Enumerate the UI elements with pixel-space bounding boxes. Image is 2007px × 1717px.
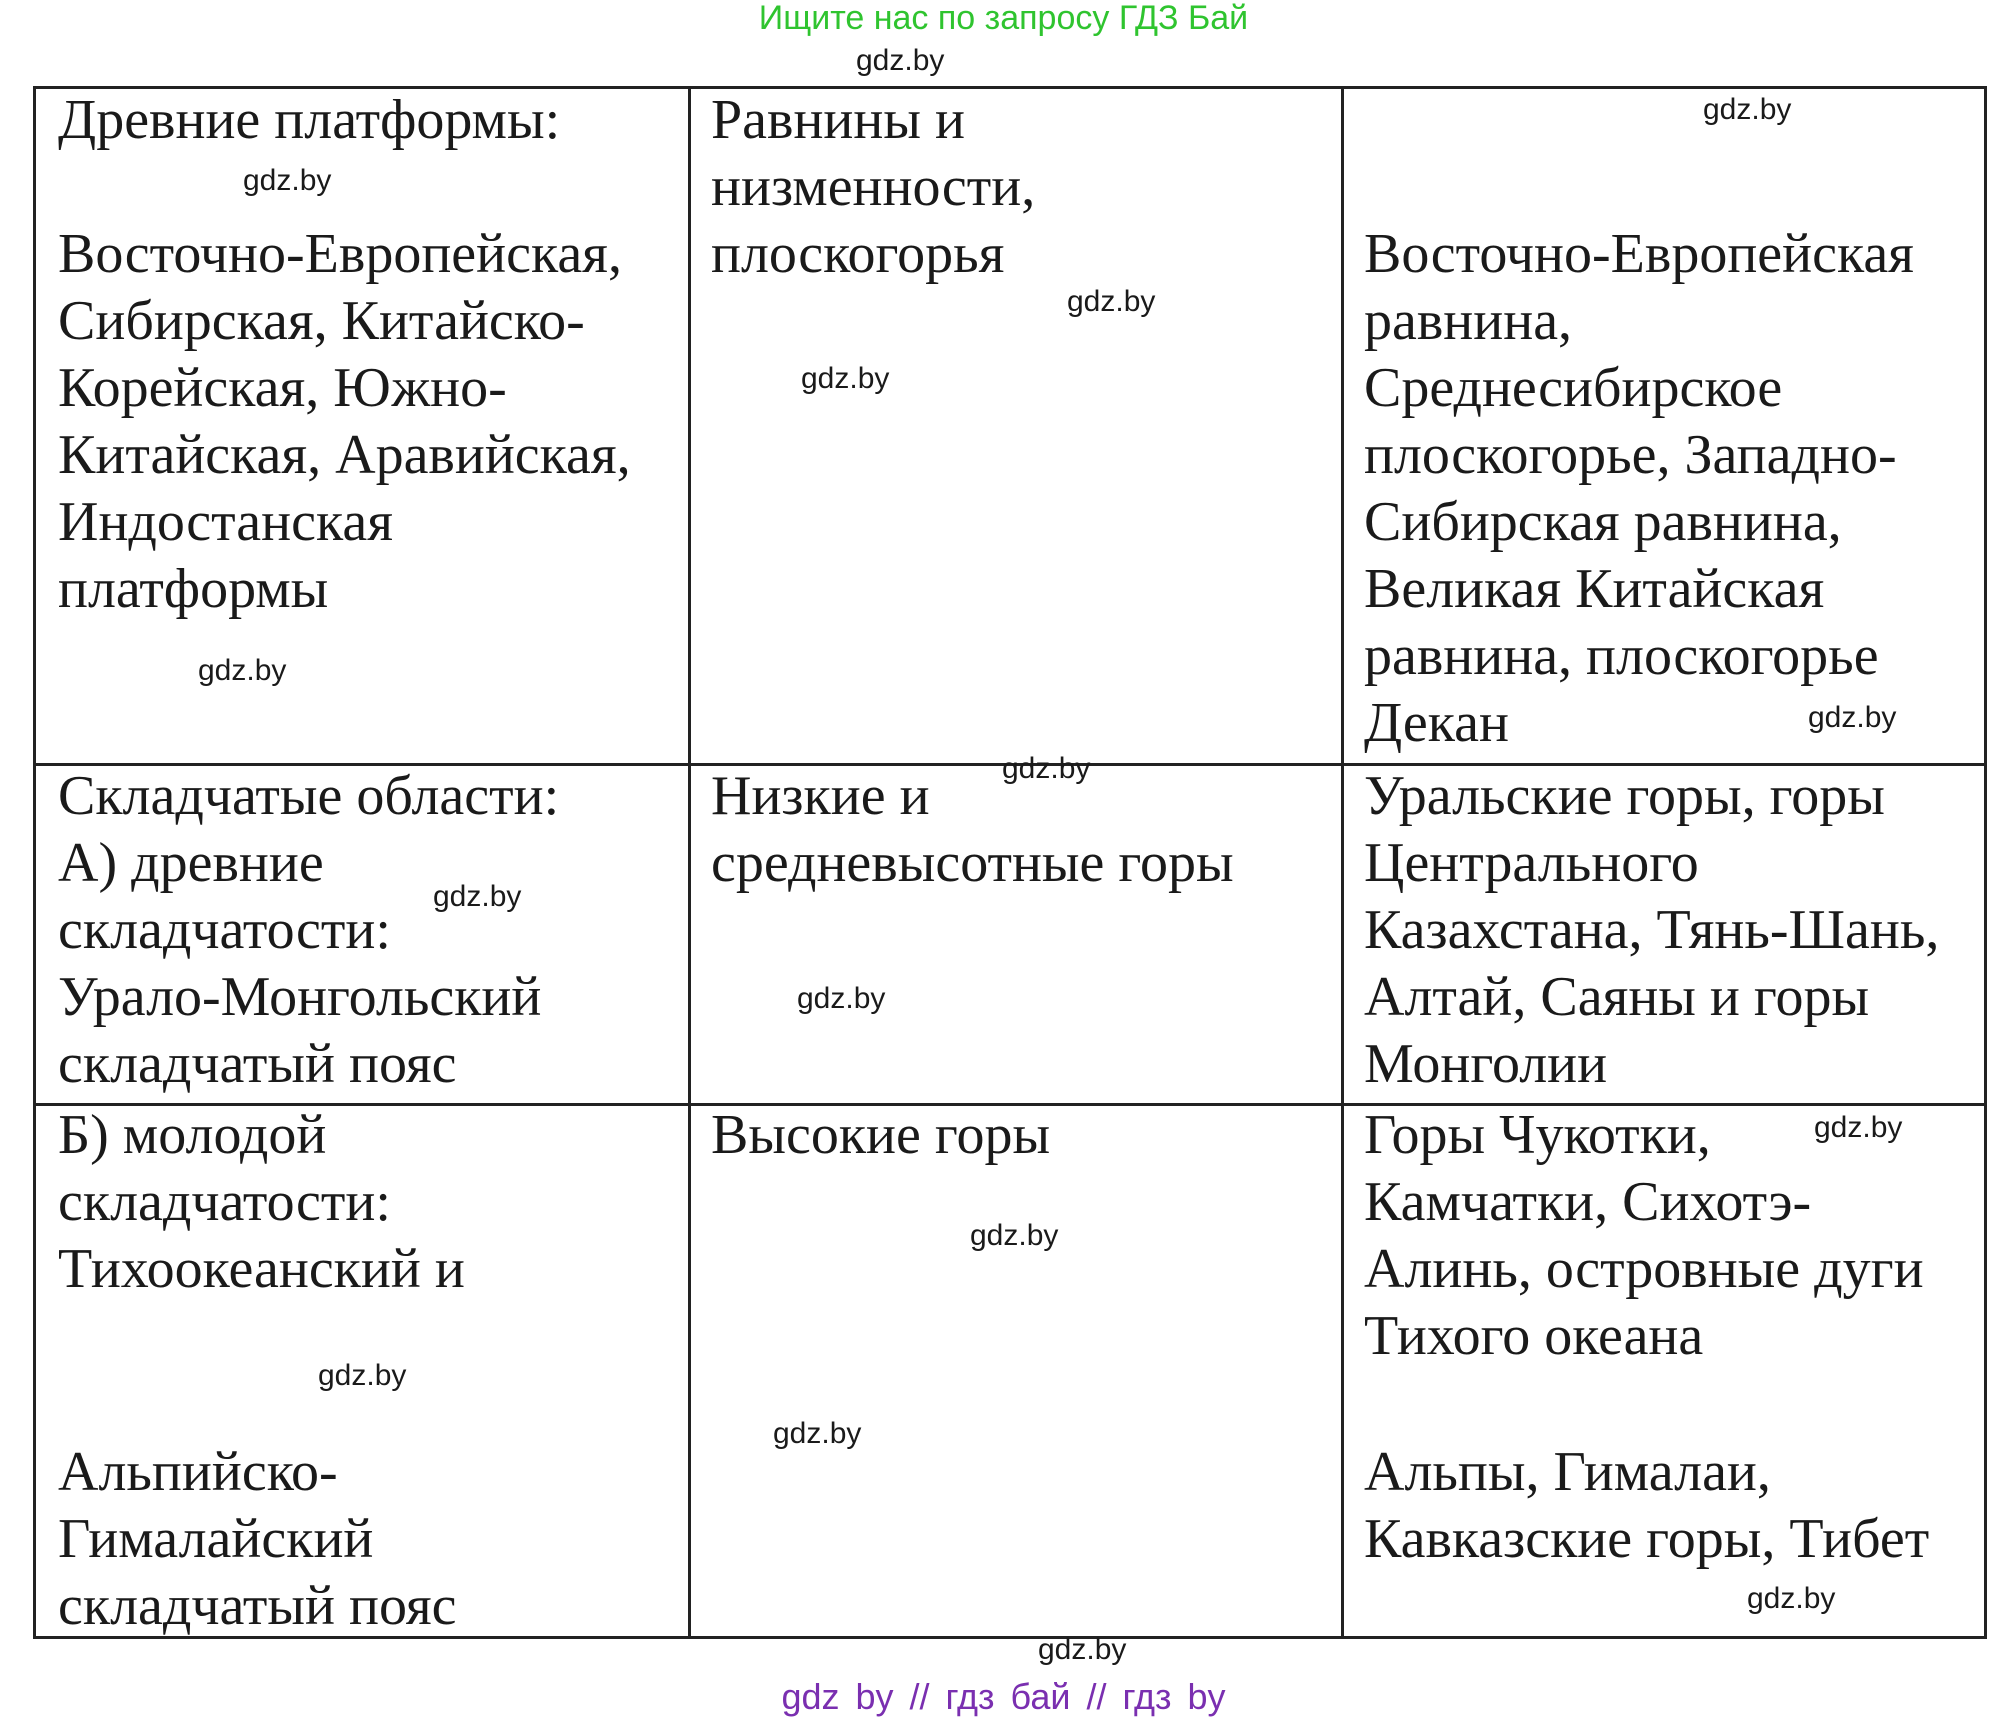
cell-ancient-folds: Складчатые области: А) древние складчатости: Урало-Монгольский складчатый пояс bbox=[58, 765, 560, 1095]
watermark: gdz.by bbox=[797, 982, 886, 1015]
relief-table bbox=[33, 86, 1987, 1639]
watermark: gdz.by bbox=[970, 1219, 1059, 1252]
watermark: gdz.by bbox=[1747, 1582, 1836, 1615]
watermark: gdz.by bbox=[773, 1417, 862, 1450]
cell-alpine-himalayan-belt: Альпийско- Гималайский складчатый пояс bbox=[58, 1441, 457, 1637]
watermark: gdz.by bbox=[243, 164, 332, 197]
watermark: gdz.by bbox=[1067, 285, 1156, 318]
cell-young-folds: Б) молодой складчатости: Тихоокеанский и bbox=[58, 1104, 465, 1300]
cell-pacific-examples: Горы Чукотки, Камчатки, Сихотэ- Алинь, островные дуги Тихого океана bbox=[1364, 1104, 1924, 1367]
watermark: gdz.by bbox=[1002, 752, 1091, 785]
cell-high-mountains-relief: Высокие горы bbox=[711, 1104, 1051, 1166]
column-divider bbox=[688, 89, 691, 1636]
watermark: gdz.by bbox=[318, 1359, 407, 1392]
footer-links: gdz by // гдз бай // гдз by bbox=[781, 1676, 1226, 1717]
cell-mid-mountains-relief: Низкие и средневысотные горы bbox=[711, 765, 1234, 894]
watermark: gdz.by bbox=[433, 880, 522, 913]
cell-ancient-platforms: Древние платформы: Восточно-Европейская, Сибирская, Китайско- Корейская, Южно- Китайская, Аравийская, Индостанская платформы bbox=[58, 89, 631, 620]
cell-plains-examples: Восточно-Европейская равнина, Среднесибирское плоскогорье, Западно- Сибирская равнина, Великая Китайская равнина, плоскогорье Декан bbox=[1364, 223, 1914, 754]
watermark: gdz.by bbox=[1814, 1111, 1903, 1144]
search-banner: Ищите нас по запросу ГДЗ Бай bbox=[758, 0, 1249, 37]
cell-mid-mountains-examples: Уральские горы, горы Центрального Казахстана, Тянь-Шань, Алтай, Саяны и горы Монголии bbox=[1364, 765, 1940, 1095]
cell-plains-relief: Равнины и низменности, плоскогорья bbox=[711, 89, 1036, 285]
watermark: gdz.by bbox=[198, 654, 287, 687]
watermark: gdz.by bbox=[856, 44, 945, 77]
watermark: gdz.by bbox=[801, 362, 890, 395]
watermark: gdz.by bbox=[1703, 93, 1792, 126]
watermark: gdz.by bbox=[1038, 1633, 1127, 1666]
cell-alpine-examples: Альпы, Гималаи, Кавказские горы, Тибет bbox=[1364, 1441, 1930, 1570]
column-divider bbox=[1341, 89, 1344, 1636]
watermark: gdz.by bbox=[1808, 701, 1897, 734]
